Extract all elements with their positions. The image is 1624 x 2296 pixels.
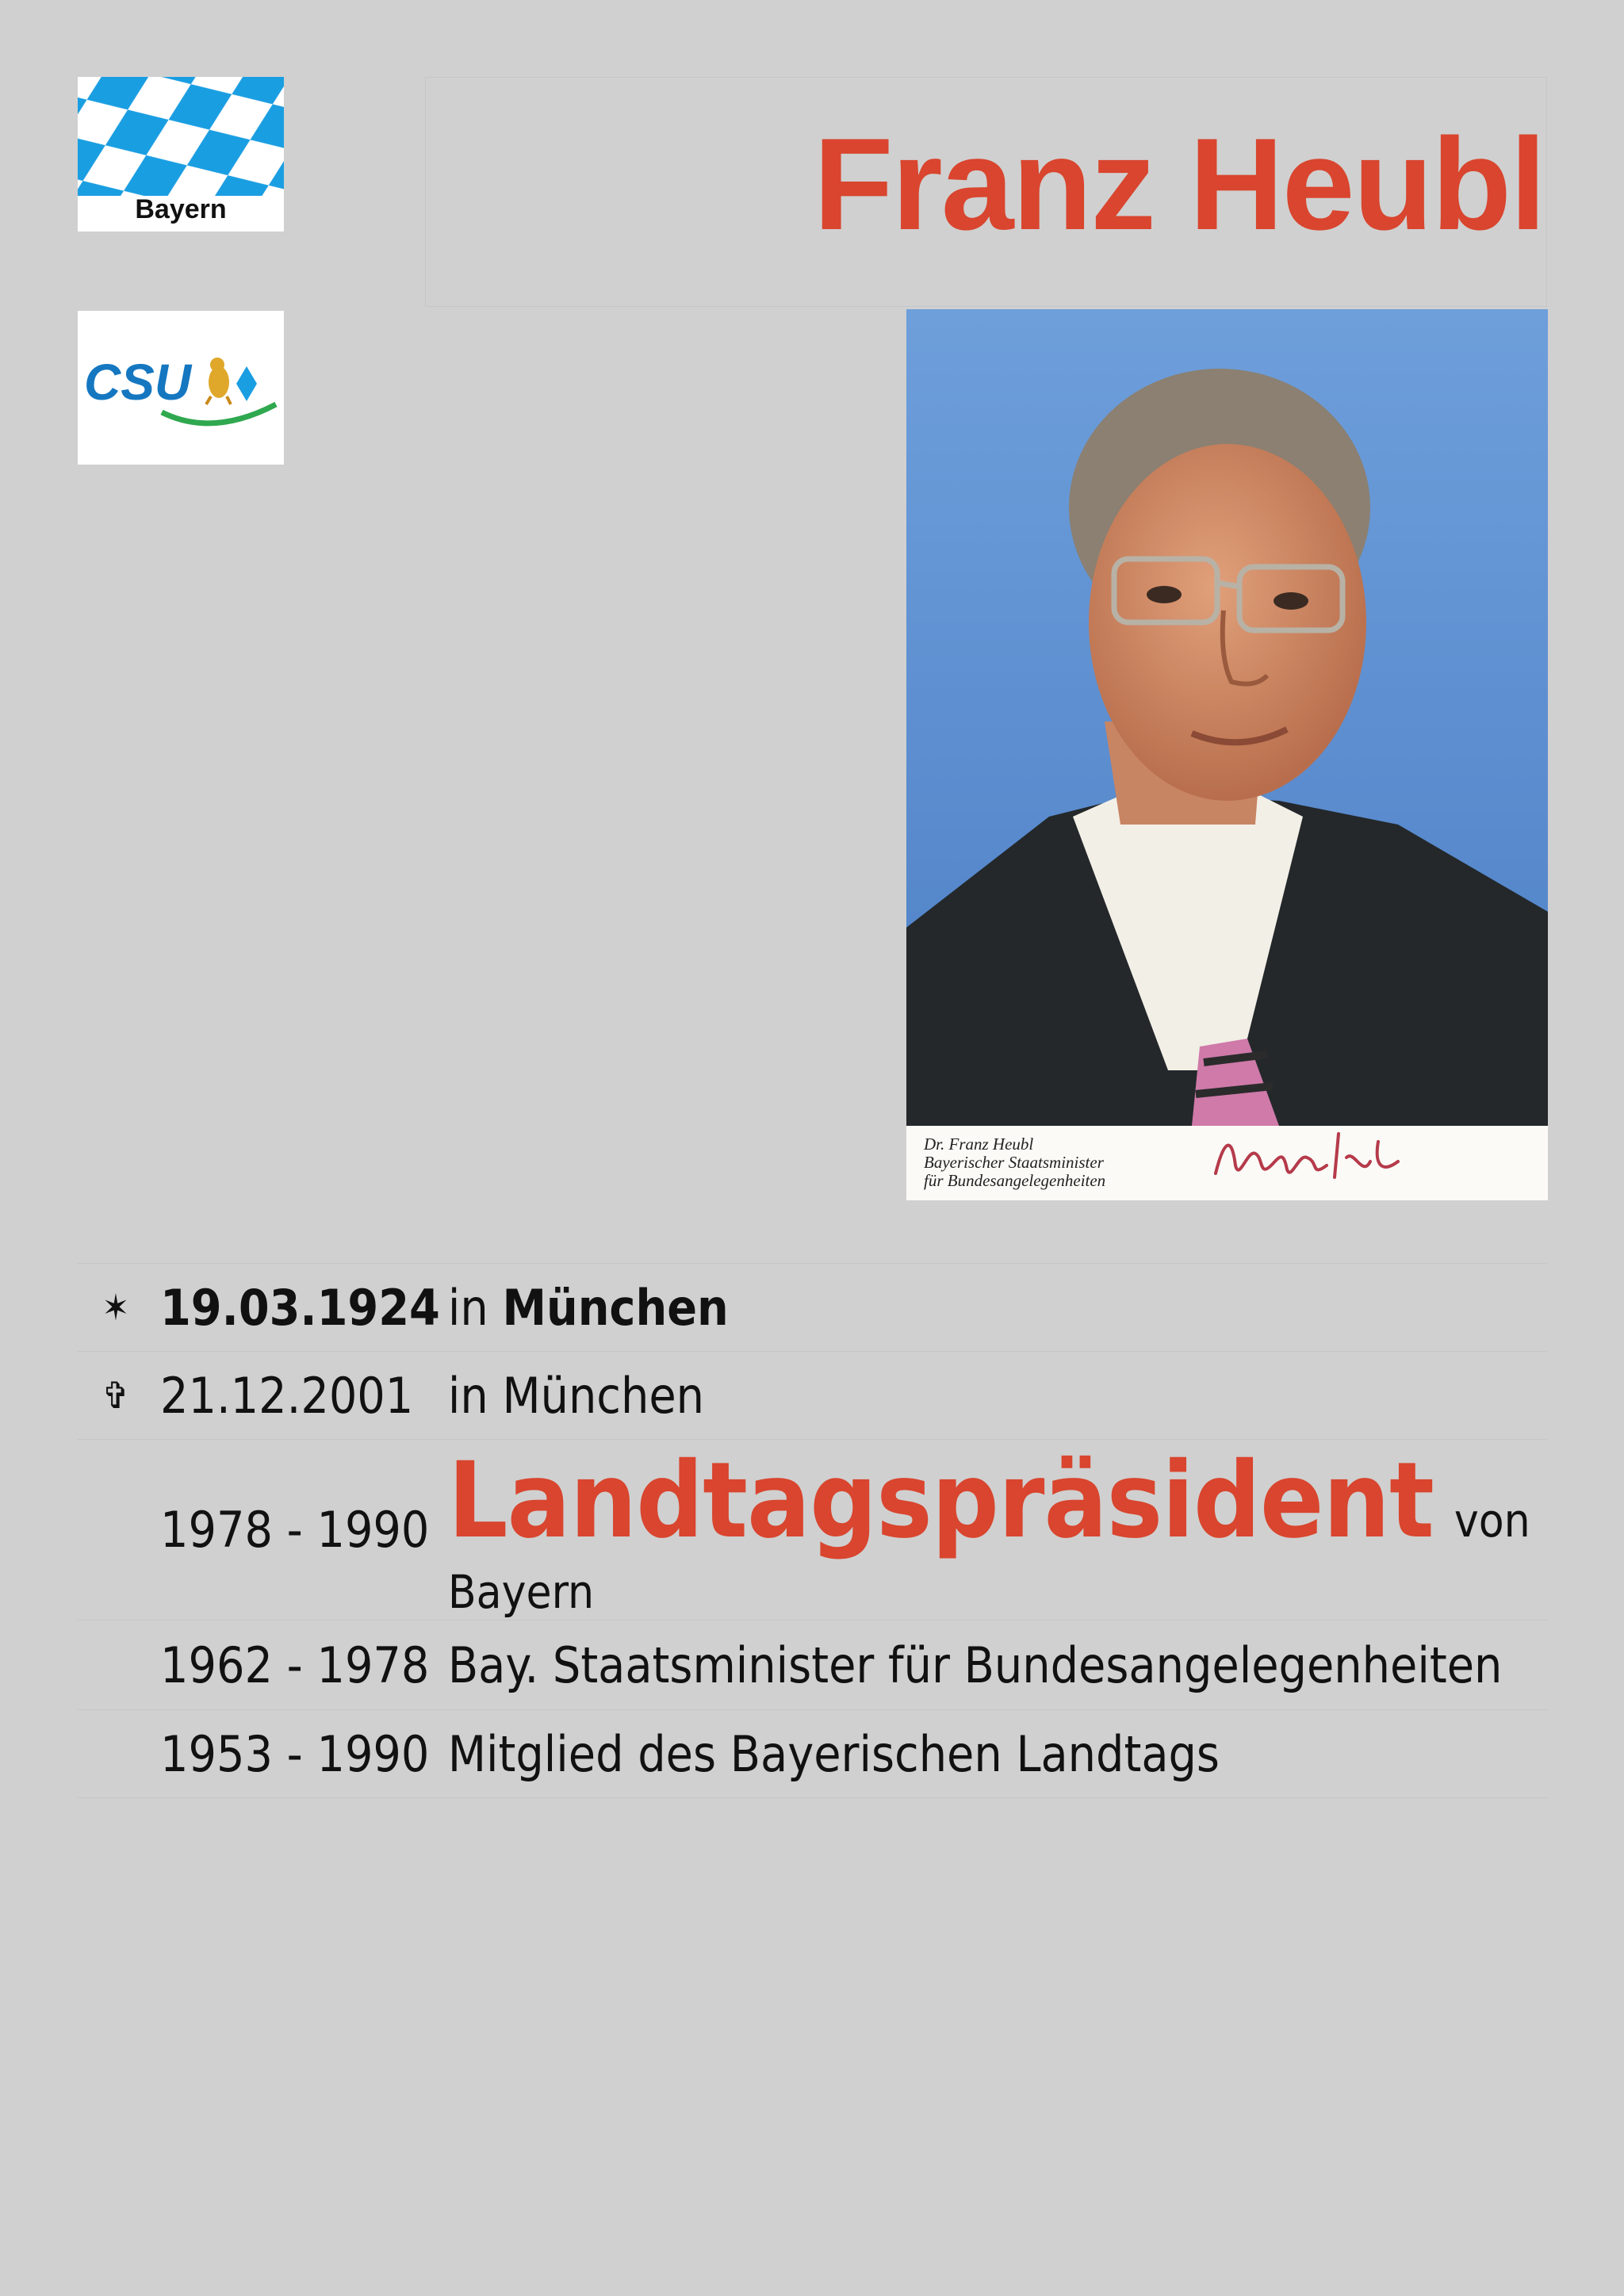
portrait-photo <box>906 309 1548 1200</box>
birth-place-cell <box>440 1264 1547 1352</box>
empty-cell <box>78 1440 154 1621</box>
death-place: in München <box>440 1352 1547 1440</box>
csu-logo <box>78 311 284 465</box>
portrait-photo-card <box>906 309 1548 1200</box>
role-row <box>78 1440 1547 1621</box>
bayern-logo-label: Bayern <box>135 194 227 224</box>
birth-star-icon: ✶ <box>78 1264 154 1352</box>
death-date: 21.12.2001 <box>154 1352 440 1440</box>
role-row <box>78 1710 1547 1798</box>
bavarian-lozenge-flag-icon <box>78 77 284 196</box>
csu-logo-text: CSU <box>84 354 192 411</box>
handwritten-signature <box>1208 1118 1422 1189</box>
role-title: Bay. Staatsminister für Bundesangelegenheiten <box>440 1621 1547 1710</box>
person-name: Franz Heubl <box>813 111 1545 257</box>
role-title-cell <box>440 1440 1547 1621</box>
birth-row <box>78 1264 1547 1352</box>
empty-cell <box>78 1621 154 1710</box>
death-cross-icon: ✞ <box>78 1352 154 1440</box>
role-period: 1978 - 1990 <box>154 1440 440 1621</box>
biography-table <box>78 1263 1547 1798</box>
photo-caption-line: für Bundesangelegenheiten <box>924 1171 1106 1190</box>
photo-caption-line: Dr. Franz Heubl <box>924 1135 1034 1154</box>
birth-date: 19.03.1924 <box>154 1264 440 1352</box>
role-title-highlight: Landtagspräsident <box>447 1440 1434 1562</box>
empty-cell <box>78 1710 154 1798</box>
photo-caption <box>924 1135 1105 1190</box>
bayern-logo <box>78 77 284 232</box>
role-title: Mitglied des Bayerischen Landtags <box>440 1710 1547 1798</box>
photo-caption-line: Bayerischer Staatsminister <box>924 1153 1104 1172</box>
birth-place-prefix: in <box>447 1278 488 1337</box>
role-period: 1962 - 1978 <box>154 1621 440 1710</box>
role-row <box>78 1621 1547 1710</box>
lozenge-icon <box>236 366 257 401</box>
death-row <box>78 1352 1547 1440</box>
role-title-suffix: von Bayern <box>447 1494 1530 1619</box>
birth-place: München <box>502 1278 729 1337</box>
role-period: 1953 - 1990 <box>154 1710 440 1798</box>
lion-icon <box>206 358 231 404</box>
